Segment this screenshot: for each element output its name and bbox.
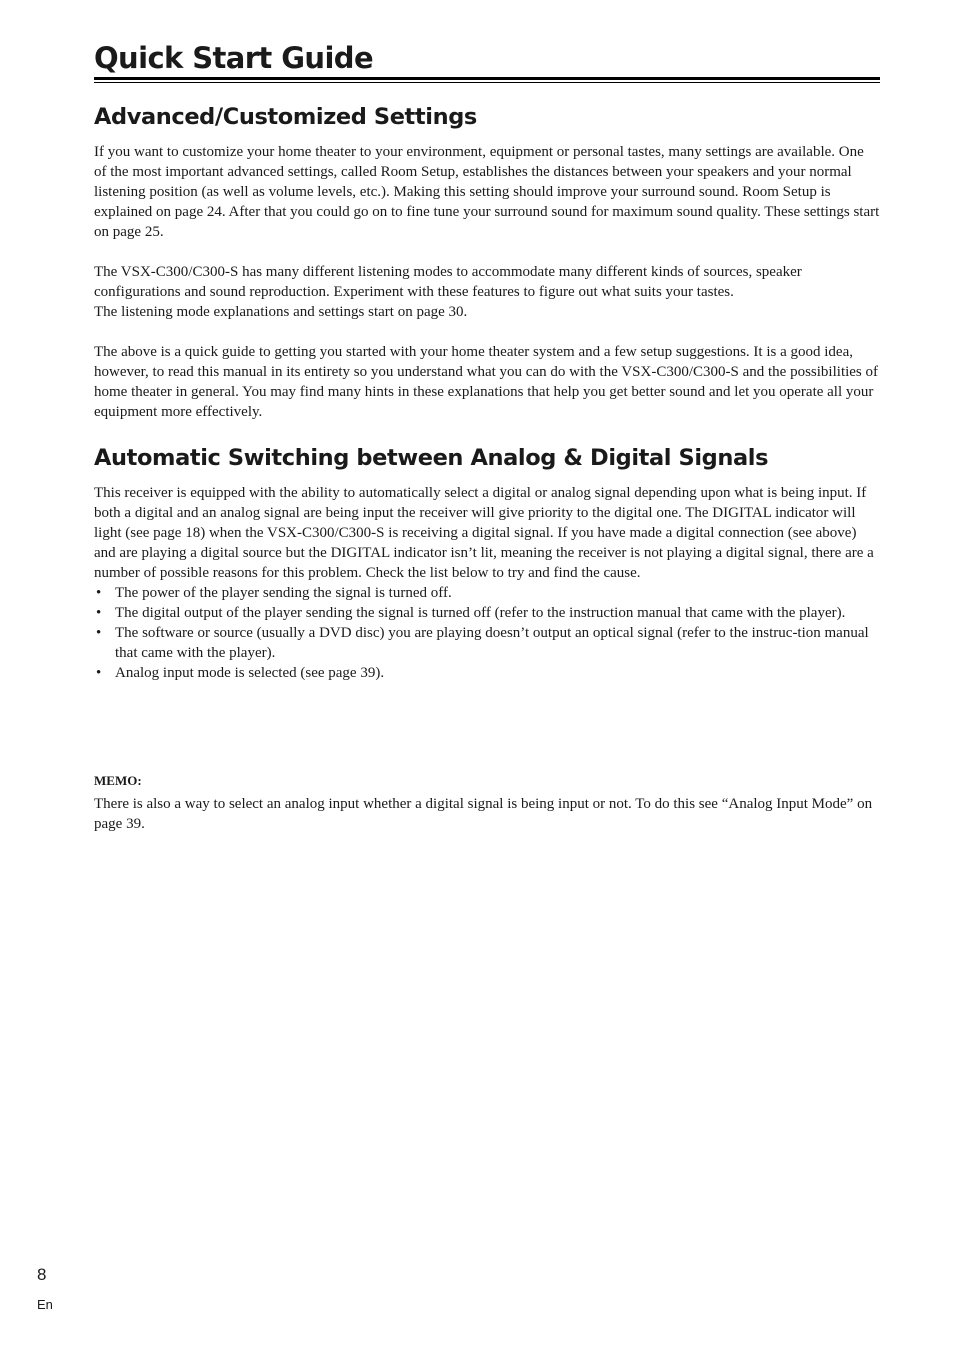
memo-note [94,772,880,834]
list-item [94,603,880,623]
memo-text: There is also a way to select an analog input whether a digital signal is being input or not. To do this see “Analog Input Mode” on page 39. [94,796,873,832]
paragraph: The listening mode explanations and settings start on page 30. [94,304,468,320]
page-title: Quick Start Guide [94,41,374,75]
list-item-text: Analog input mode is selected (see page 39). [115,665,385,681]
paragraph: The VSX-C300/C300-S has many different listening modes to accommodate many different kinds of sources, speaker configurations and sound reproduction. Experiment with these features to figure out what suits your tastes. [94,264,802,300]
section-heading: Automatic Switching between Analog & Digital Signals [94,445,769,471]
bullet-icon: • [96,585,102,601]
memo-label: MEMO: [94,773,142,788]
cause-list [94,583,880,683]
bullet-icon: • [96,625,102,641]
paragraph: This receiver is equipped with the ability to automatically select a digital or analog signal depending upon what is being input. If both a digital and an analog signal are being input the receiver will give priority to the digital one. The DIGITAL indicator will light (see page 18) when the VSX-C300/C300-S is receiving a digital signal. If you have made a digital connection (see above) and are playing a digital source but the DIGITAL indicator isn’t lit, meaning the receiver is not playing a digital signal, there are a number of possible reasons for this problem. Check the list below to try and find the cause. [94,485,874,581]
title-rule-thick [94,77,880,80]
bullet-icon: • [96,665,102,681]
language-code: En [37,1297,53,1312]
title-rule-thin [94,82,880,83]
list-item [94,583,880,603]
list-item-text: The power of the player sending the signal is turned off. [115,585,452,601]
list-item-text: The software or source (usually a DVD disc) you are playing doesn’t output an optical signal (refer to the instruc-tion manual that came with the player). [115,625,869,661]
paragraph: The above is a quick guide to getting you started with your home theater system and a few setup suggestions. It is a good idea, however, to read this manual in its entirety so you understand what you can do with the VSX-C300/C300-S and the possibilities of home theater in general. You may find many hints in these explanations that help you get better sound and let you operate all your equipment more effectively. [94,344,879,420]
list-item [94,663,880,683]
section-heading: Advanced/Customized Settings [94,104,477,130]
list-item [94,623,880,663]
page-number: 8 [37,1265,47,1284]
list-item-text: The digital output of the player sending the signal is turned off (refer to the instruction manual that came with the player). [115,605,846,621]
paragraph: If you want to customize your home theater to your environment, equipment or personal tastes, many settings are available. One of the most important advanced settings, called Room Setup, establishes the distances between your speakers and your normal listening position (as well as volume levels, etc.). Making this setting should improve your surround sound. Room Setup is explained on page 24. After that you could go on to fine tune your surround sound for maximum sound quality. These settings start on page 25. [94,144,880,240]
bullet-icon: • [96,605,102,621]
section-automatic-switching [94,442,880,683]
section-advanced-settings [94,101,880,422]
